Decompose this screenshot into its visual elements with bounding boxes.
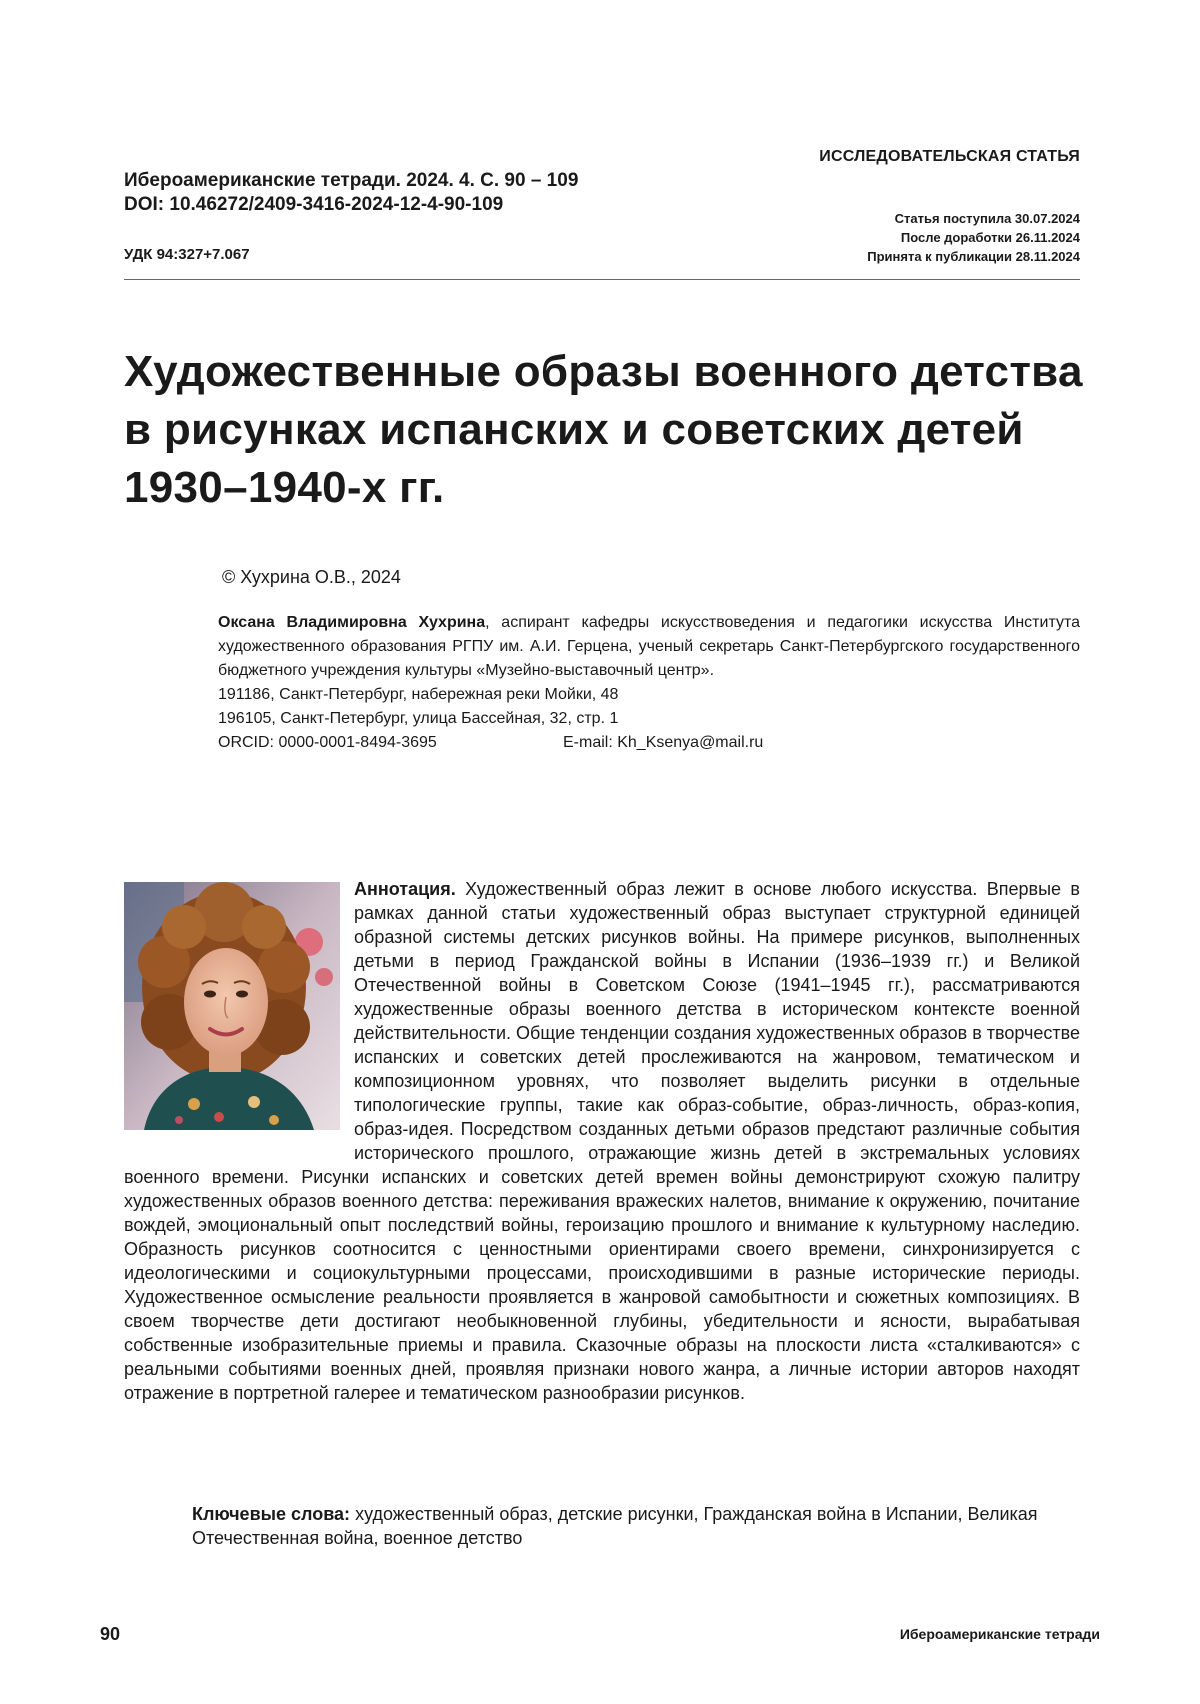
journal-citation: Ибероамериканские тетради. 2024. 4. С. 90 – 109: [124, 170, 579, 191]
page-number: 90: [100, 1624, 121, 1644]
author-info: [218, 611, 1080, 755]
title-line-1: Художественные образы военного детства: [124, 347, 1083, 396]
doi[interactable]: DOI: 10.46272/2409-3416-2024-12-4-90-109: [124, 194, 504, 215]
author-name: Оксана Владимировна Хухрина: [218, 614, 486, 631]
author-photo: [124, 882, 340, 1130]
section-label: ИССЛЕДОВАТЕЛЬСКАЯ СТАТЬЯ: [819, 148, 1080, 165]
author-affiliation: , аспирант кафедры искусствоведения и педагогики искусства Института художественного образования РГПУ им. А.И. Герцена, ученый секретарь Санкт-Петербургского государственного бюджетного учреждения культуры «Музейно-выставочный центр».: [218, 614, 1081, 679]
abstract-label: Аннотация.: [354, 879, 456, 899]
keywords-label: Ключевые слова:: [192, 1504, 351, 1524]
email[interactable]: E-mail: Kh_Ksenya@mail.ru: [563, 734, 764, 751]
keywords-text: художественный образ, детские рисунки, Гражданская война в Испании, Великая Отечественная война, военное детство: [192, 1504, 1038, 1548]
accepted-date: Принята к публикации 28.11.2024: [867, 249, 1080, 264]
received-date: Статья поступила 30.07.2024: [894, 211, 1080, 226]
title-line-3: 1930–1940-х гг.: [124, 463, 445, 512]
submission-dates: [700, 209, 1080, 266]
header-divider: [124, 279, 1080, 280]
footer-journal-name: Ибероамериканские тетради: [899, 1626, 1100, 1642]
title-line-2: в рисунках испанских и советских детей: [124, 405, 1024, 454]
contact-row: [218, 731, 1080, 755]
address-1: 191186, Санкт-Петербург, набережная реки Мойки, 48: [218, 686, 619, 703]
abstract-text: Художественный образ лежит в основе любого искусства. Впервые в рамках данной статьи художественный образ выступает структурной единицей образной системы детских рисунков войны. На примере рисунков, выполненных детьми в период Гражданской войны в Испании (1936–1939 гг.) и Великой Отечественной войны в Советском Союзе (1941–1945 гг.), рассматриваются художественные образы военного детства в историческом контексте военной действительности. Общие тенденции создания художественных образов в творчестве испанских и советских детей прослеживаются на жанровом, тематическом и композиционном уровнях, что позволяет выделить рисунки в отдельные типологические группы, такие как образ-событие, образ-личность, образ-копия, образ-идея. Посредством созданных детьми образов предстают различные события исторического прошлого, отражающие жизнь детей в экстремальных условиях военного времени. Рисунки испанских и советских детей времен войны демонстрируют схожую палитру художественных образов военного детства: переживания вражеских налетов, внимание к окружению, почитание вождей, эмоциональный опыт последствий войны, героизацию прошлого и внимание к культурному наследию. Образность рисунков соотносится с ценностными ориентирами своего времени, синхронизируется с идеологическими и социокультурными процессами, происходившими в разные исторические периоды. Художественное осмысление реальности проявляется в жанровой самобытности и сюжетных композициях. В своем творчестве дети достигают необыкновенной глубины, убедительности и ясности, вырабатывая собственные изобразительные приемы и правила. Сказочные образы на плоскости листа «сталкиваются» с реальными событиями военных дней, проявляя признаки нового жанра, а личные истории авторов находят отражение в портретной галерее и тематическом разнообразии рисунков.: [124, 879, 1080, 1403]
address-2: 196105, Санкт-Петербург, улица Бассейная, 32, стр. 1: [218, 710, 619, 727]
keywords: [192, 1502, 1080, 1550]
author-bio: [218, 611, 1080, 683]
revised-date: После доработки 26.11.2024: [900, 230, 1080, 245]
article-title: [124, 343, 1084, 517]
udk-code: УДК 94:327+7.067: [124, 246, 250, 263]
copyright: © Хухрина О.В., 2024: [222, 567, 401, 587]
orcid[interactable]: ORCID: 0000-0001-8494-3695: [218, 734, 437, 751]
